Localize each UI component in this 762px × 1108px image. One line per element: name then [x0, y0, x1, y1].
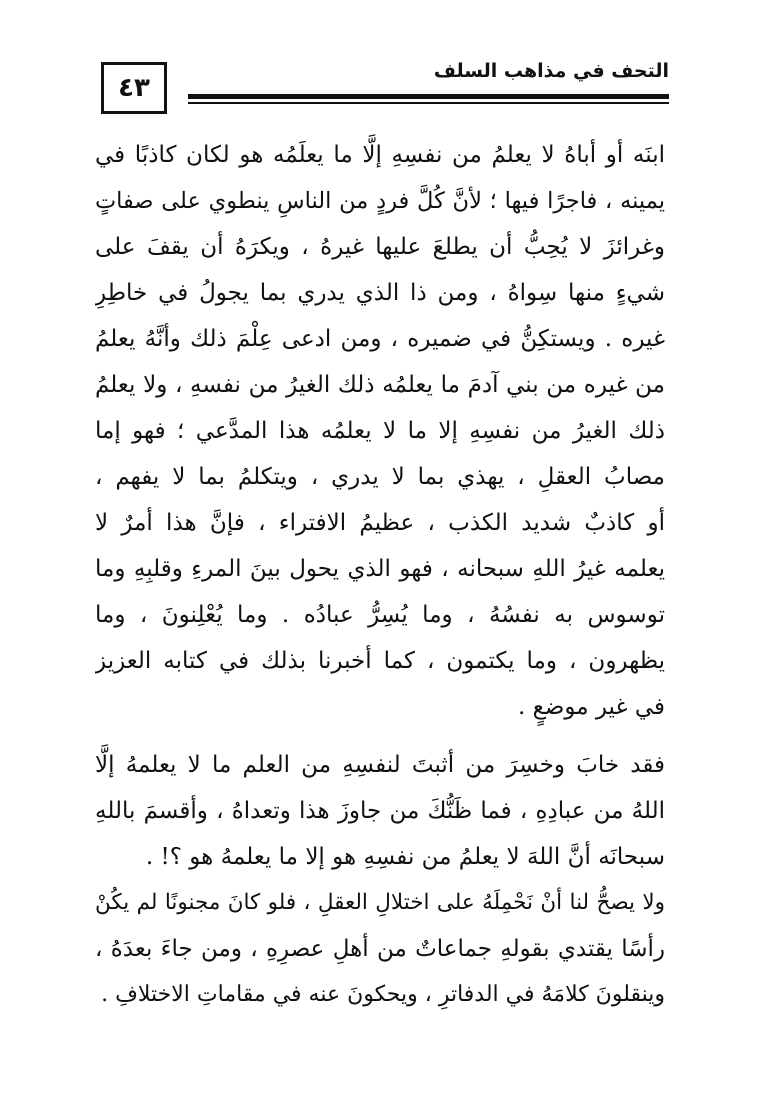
text-line: أو كاذبٌ شديد الكذب ، عظيمُ الافتراء ، فإنَّ هذا أمرٌ لا — [95, 510, 665, 536]
paragraph-1 — [95, 132, 665, 730]
text-line: في غير موضعٍ . — [517, 694, 665, 720]
header-rule-thin — [188, 102, 669, 104]
text-line: رأسًا يقتدي بقولهِ جماعاتٌ من أهلِ عصرِهِ ، ومن جاءَ بعدَهُ ، — [95, 936, 665, 962]
text-line: سبحانَه أنَّ اللهَ لا يعلمُ من نفسِهِ هو إلا ما يعلمهُ هو ؟! . — [145, 844, 665, 870]
text-line: ولا يصحُّ لنا أنْ نَحْمِلَهُ على اختلالِ العقلِ ، فلو كانَ مجنونًا لم يكُنْ — [95, 890, 665, 915]
paragraph-3 — [95, 880, 665, 1018]
text-line: مصابُ العقلِ ، يهذي بما لا يدري ، ويتكلمُ بما لا يفهم ، — [95, 464, 665, 490]
text-line: غيره . ويستكِنُّ في ضميره ، ومن ادعى عِلْمَ ذلك وأنَّهُ يعلمُ — [95, 326, 665, 352]
text-line: اللهُ من عبادِهِ ، فما ظَنُّكَ من جاوزَ هذا وتعداهُ ، وأقسمَ باللهِ — [95, 798, 665, 824]
text-line: من غيره من بني آدمَ ما يعلمُه ذلك الغيرُ من نفسهِ ، ولا يعلمُ — [95, 372, 665, 398]
text-line: وغرائزَ لا يُحِبُّ أن يطلعَ عليها غيرهُ ، ويكرَهُ أن يقفَ على — [95, 234, 665, 260]
header-rule-thick — [188, 94, 669, 99]
page-number: ٤٣ — [118, 73, 150, 103]
text-line: يمينه ، فاجرًا فيها ؛ لأنَّ كُلَّ فردٍ من الناسِ ينطوي على صفاتٍ — [95, 188, 665, 214]
text-line: توسوس به نفسُهُ ، وما يُسِرُّ عبادُه . وما يُعْلِنونَ ، وما — [95, 602, 665, 628]
running-title: التحف في مذاهب السلف — [433, 60, 669, 82]
text-line: وينقلونَ كلامَهُ في الدفاترِ ، ويحكونَ عنه في مقاماتِ الاختلافِ . — [101, 982, 665, 1007]
text-line: ابنَه أو أباهُ لا يعلمُ من نفسِهِ إلَّا ما يعلَمُه هو لكان كاذبًا في — [95, 142, 665, 168]
text-line: ذلك الغيرُ من نفسِهِ إلا ما لا يعلمُه هذا المدَّعي ؛ فهو إما — [95, 418, 665, 444]
page-number-box — [101, 62, 167, 114]
text-line: يظهرون ، وما يكتمون ، كما أخبرنا بذلك في كتابه العزيز — [95, 648, 665, 674]
text-line: شيءٍ منها سِواهُ ، ومن ذا الذي يدري بما يجولُ في خاطِرِ — [95, 280, 665, 306]
text-line: يعلمه غيرُ اللهِ سبحانه ، فهو الذي يحول بينَ المرءِ وقلبِهِ وما — [95, 556, 665, 582]
text-line: فقد خابَ وخسِرَ من أثبتَ لنفسِهِ من العلم ما لا يعلمهُ إلَّا — [95, 752, 665, 778]
paragraph-2 — [95, 742, 665, 880]
